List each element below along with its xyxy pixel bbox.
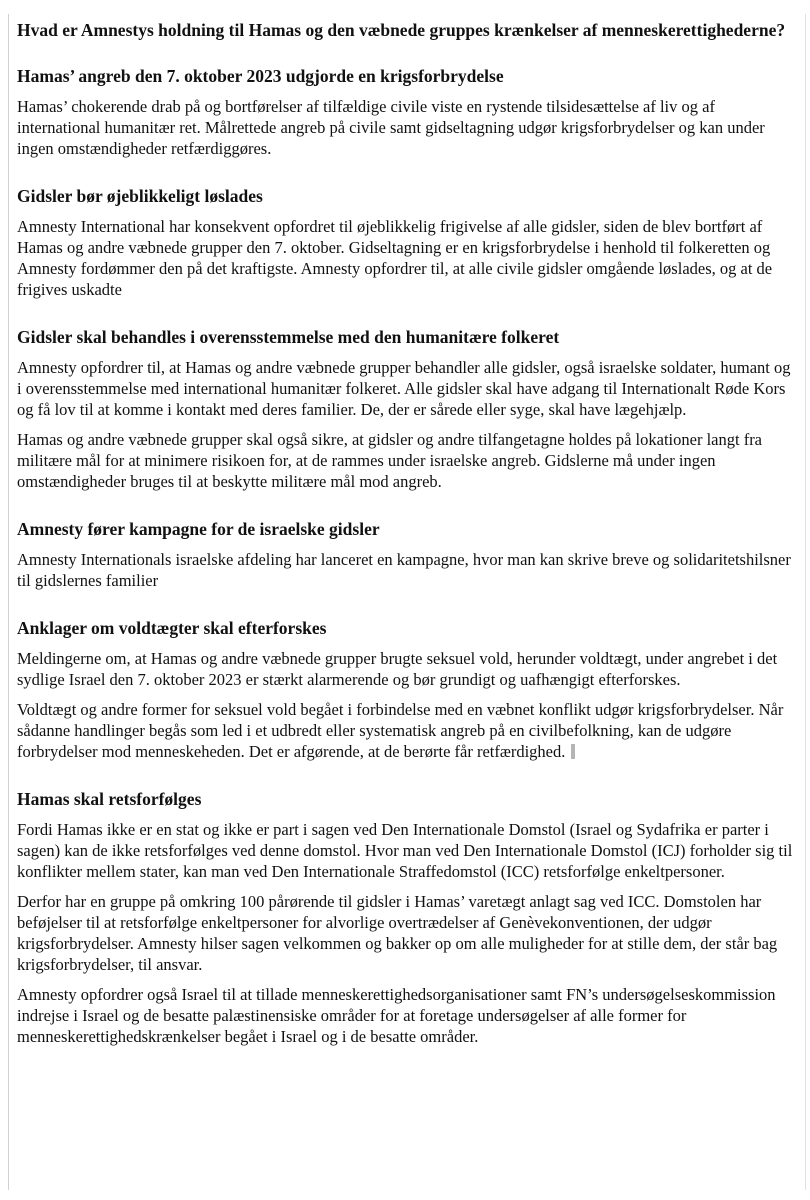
section-heading: Gidsler bør øjeblikkeligt løslades: [17, 186, 263, 206]
paragraph: Amnesty International har konsekvent opfordret til øjeblikkelig frigivelse af alle gidsler, siden de blev bortført af Hamas og andre væbnede grupper den 7. oktober. Gidseltagning er en krigsforbrydelse i henhold til folkeretten og Amnesty fordømmer den på det kraftigste. Amnesty opfordrer til, at alle civile gidsler omgående løslades, og at de frigives uskadte: [17, 217, 773, 299]
section-heading: Amnesty fører kampagne for de israelske gidsler: [17, 519, 380, 539]
text-cursor: [571, 744, 575, 759]
paragraph: Derfor har en gruppe på omkring 100 pårørende til gidsler i Hamas’ varetægt anlagt sag ved ICC. Domstolen har beføjelser til at retsforfølge enkeltpersoner for alvorlige overtrædelser af Genèvekonventionen, der udgør krigsforbrydelser. Amnesty hilser sagen velkommen og bakker op om alle muligheder for at stille dem, der står bag krigsforbrydelser, til ansvar.: [17, 892, 778, 974]
section-heading: Anklager om voldtægter skal efterforskes: [17, 618, 327, 638]
page-edge: [805, 14, 806, 1190]
section-prosecution: [17, 788, 799, 1047]
section-war-crime: [17, 65, 799, 159]
document-title: Hvad er Amnestys holdning til Hamas og den væbnede gruppes krænkelser af menneskerettighederne?: [17, 20, 786, 40]
page-edge: [8, 14, 9, 1190]
section-heading: Hamas skal retsforfølges: [17, 789, 202, 809]
paragraph: Amnesty opfordrer til, at Hamas og andre væbnede grupper behandler alle gidsler, også israelske soldater, humant og i overensstemmelse med international humanitær folkeret. Alle gidsler skal have adgang til Internationalt Røde Kors og få lov til at komme i kontakt med deres familier. De, der er sårede eller syge, skal have lægehjælp.: [17, 358, 791, 419]
paragraph-text: Voldtægt og andre former for seksuel vold begået i forbindelse med en væbnet konflikt udgør krigsforbrydelser. Når sådanne handlinger begås som led i et udbredt eller systematisk angreb på en civilbefolkning, kan de udgøre forbrydelser mod menneskeheden. Det er afgørende, at de berørte får retfærdighed.: [17, 700, 784, 761]
paragraph: Meldingerne om, at Hamas og andre væbnede grupper brugte seksuel vold, herunder voldtægt, under angrebet i det sydlige Israel den 7. oktober 2023 er stærkt alarmerende og bør grundigt og uafhængigt efterforskes.: [17, 649, 778, 689]
paragraph: Hamas’ chokerende drab på og bortførelser af tilfældige civile viste en rystende tilsidesættelse af liv og af international humanitær ret. Målrettede angreb på civile samt gidseltagning udgør krigsforbrydelser og kan under ingen omstændigheder retfærdiggøres.: [17, 97, 765, 158]
paragraph: Hamas og andre væbnede grupper skal også sikre, at gidsler og andre tilfangetagne holdes på lokationer langt fra militære mål for at minimere risikoen for, at de rammes under israelske angreb. Gidslerne må under ingen omstændigheder bruges til at beskytte militære mål mod angreb.: [17, 430, 763, 491]
section-rape-allegations: [17, 617, 799, 762]
paragraph: Amnesty Internationals israelske afdeling har lanceret en kampagne, hvor man kan skrive breve og solidaritetshilsner til gidslernes familier: [17, 550, 791, 590]
paragraph-with-cursor: [17, 699, 799, 762]
section-treatment-of-hostages: [17, 326, 799, 492]
paragraph: Fordi Hamas ikke er en stat og ikke er part i sagen ved Den Internationale Domstol (Israel og Sydafrika er parter i sagen) kan de ikke retsforfølges ved denne domstol. Hvor man ved Den Internationale Domstol (ICJ) forholder sig til konflikter mellem stater, kan man ved Den Internationale Straffedomstol (ICC) retsforfølge enkeltpersoner.: [17, 820, 793, 881]
paragraph: Amnesty opfordrer også Israel til at tillade menneskerettighedsorganisationer samt FN’s undersøgelseskommission indrejse i Israel og de besatte palæstinensiske områder for at foretage undersøgelser af alle former for menneskerettighedskrænkelser begået i Israel og i de besatte områder.: [17, 985, 776, 1046]
section-heading: Gidsler skal behandles i overensstemmelse med den humanitære folkeret: [17, 327, 560, 347]
section-release-hostages: [17, 185, 799, 300]
document-body[interactable]: [17, 20, 799, 1073]
section-heading: Hamas’ angreb den 7. oktober 2023 udgjorde en krigsforbrydelse: [17, 66, 504, 86]
section-campaign: [17, 518, 799, 591]
